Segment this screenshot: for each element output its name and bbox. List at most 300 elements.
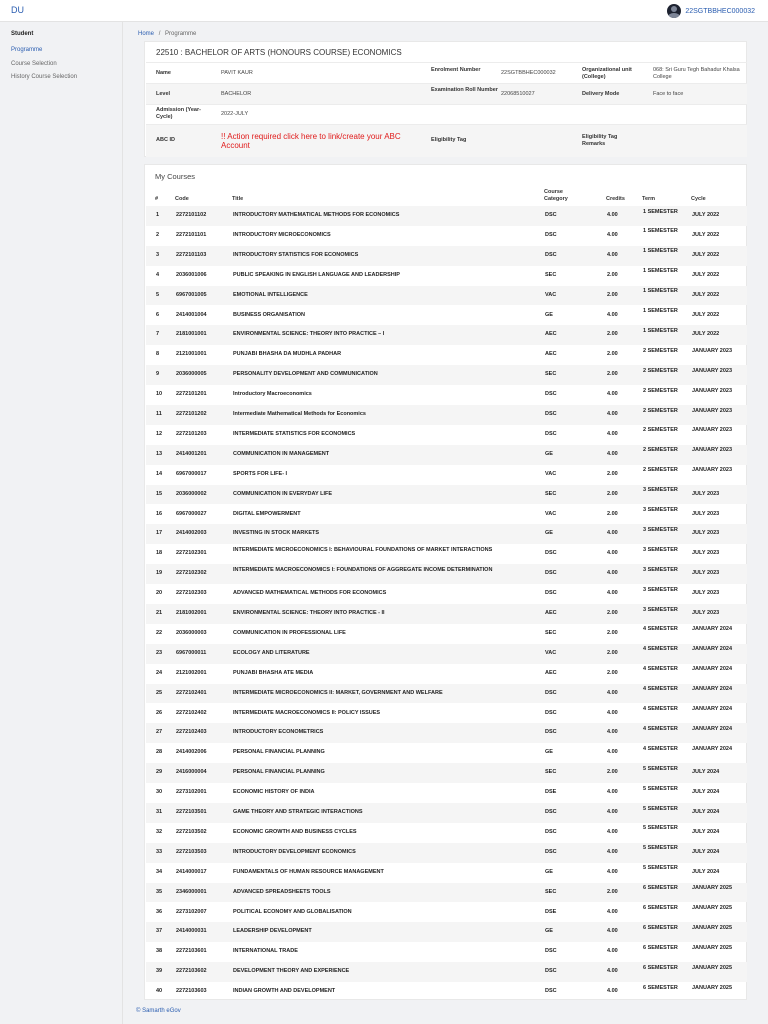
course-code: 2272103602: [176, 968, 207, 975]
course-title: SPORTS FOR LIFE- I: [233, 470, 288, 477]
table-row: [146, 903, 747, 923]
course-category: DSC: [545, 570, 557, 577]
course-num: 34: [156, 868, 163, 875]
my-courses-card: [144, 164, 747, 1000]
course-term: 4 SEMESTER: [643, 666, 678, 673]
brand-logo[interactable]: DU: [11, 5, 24, 15]
course-credits: 4.00: [607, 311, 618, 318]
my-courses-title: My Courses: [155, 172, 196, 181]
course-category: GE: [545, 749, 553, 756]
course-title: INTERMEDIATE MICROECONOMICS I: BEHAVIOURAL FOUNDATIONS OF MARKET INTERACTIONS: [233, 546, 493, 553]
table-row: [146, 485, 747, 505]
course-cycle: JULY 2022: [692, 212, 720, 218]
breadcrumb-home[interactable]: Home: [138, 31, 155, 37]
course-num: 32: [156, 828, 163, 835]
course-category: GE: [545, 530, 553, 537]
col-header-term: Term: [642, 196, 656, 202]
table-row: [146, 723, 747, 743]
course-term: 4 SEMESTER: [643, 626, 678, 633]
course-category: VAC: [545, 510, 557, 517]
course-title: ADVANCED MATHEMATICAL METHODS FOR ECONOMICS: [233, 590, 387, 597]
course-category: DSC: [545, 729, 557, 736]
course-term: 5 SEMESTER: [643, 845, 678, 852]
course-category: VAC: [545, 291, 557, 298]
course-category: AEC: [545, 610, 557, 616]
course-credits: 4.00: [607, 968, 618, 975]
table-row: [146, 544, 747, 564]
course-code: 2036000005: [176, 371, 207, 378]
course-cycle: JULY 2022: [692, 271, 720, 278]
course-cycle: JULY 2023: [692, 590, 720, 597]
course-code: 2414001004: [176, 311, 207, 318]
table-row: [146, 345, 747, 365]
course-credits: 4.00: [607, 430, 618, 437]
course-term: 1 SEMESTER: [643, 327, 678, 334]
course-title: POLITICAL ECONOMY AND GLOBALISATION: [233, 908, 352, 915]
course-cycle: JANUARY 2023: [692, 427, 733, 434]
abc-account-link[interactable]: !! Action required click here to link/create your ABC Account: [221, 132, 401, 150]
top-bar: [0, 0, 768, 22]
course-credits: 4.00: [607, 749, 618, 756]
table-row: [146, 922, 747, 942]
course-code: 2346000001: [176, 888, 207, 895]
breadcrumb-current: Programme: [165, 31, 197, 37]
user-avatar-icon: [667, 4, 681, 18]
course-code: 2181001001: [176, 331, 207, 338]
course-title: INTRODUCTORY DEVELOPMENT ECONOMICS: [233, 848, 356, 855]
course-term: 4 SEMESTER: [643, 706, 678, 712]
course-code: 2181002001: [176, 610, 207, 616]
course-num: 7: [156, 331, 160, 338]
name-value: PAVIT KAUR: [221, 70, 253, 76]
course-category: DSC: [545, 231, 557, 238]
course-cycle: JANUARY 2024: [692, 745, 733, 752]
enrolment-label: Enrolment Number: [431, 67, 481, 73]
breadcrumb: [138, 31, 196, 37]
course-code: 2414000031: [176, 928, 207, 935]
table-row: [146, 982, 747, 1002]
course-term: 2 SEMESTER: [643, 447, 678, 454]
course-category: DSC: [545, 809, 557, 815]
course-code: 2272103503: [176, 848, 207, 855]
course-title: ENVIRONMENTAL SCIENCE: THEORY INTO PRACTICE – I: [233, 331, 385, 338]
course-term: 5 SEMESTER: [643, 785, 678, 792]
course-category: DSC: [545, 848, 557, 855]
course-num: 23: [156, 649, 163, 656]
course-num: 38: [156, 948, 163, 955]
course-credits: 4.00: [607, 212, 618, 218]
course-cycle: JANUARY 2024: [692, 686, 733, 693]
info-row-abc: [146, 124, 747, 157]
course-cycle: JANUARY 2023: [692, 447, 733, 454]
course-code: 2414002006: [176, 749, 207, 756]
course-cycle: JULY 2022: [692, 231, 720, 238]
course-num: 8: [156, 351, 160, 358]
table-row: [146, 365, 747, 385]
course-credits: 2.00: [607, 629, 618, 636]
course-credits: 4.00: [607, 530, 618, 537]
table-row: [146, 266, 747, 286]
footer-copyright[interactable]: © Samarth eGov: [136, 1008, 181, 1014]
course-credits: 4.00: [607, 590, 618, 597]
table-row: [146, 743, 747, 763]
course-cycle: JULY 2022: [692, 311, 720, 318]
table-row: [146, 405, 747, 425]
table-row: [146, 823, 747, 843]
course-code: 2272102302: [176, 570, 207, 577]
course-term: 1 SEMESTER: [643, 228, 678, 235]
table-row: [146, 524, 747, 544]
course-credits: 2.00: [607, 649, 618, 656]
table-row: [146, 883, 747, 903]
admission-value: 2022-JULY: [221, 111, 249, 117]
course-credits: 4.00: [607, 450, 618, 457]
course-credits: 2.00: [607, 610, 618, 616]
course-term: 4 SEMESTER: [643, 725, 678, 732]
course-num: 35: [156, 888, 163, 895]
col-header-cycle: Cycle: [691, 196, 706, 202]
course-credits: 2.00: [607, 888, 618, 895]
table-row: [146, 206, 747, 226]
course-term: 6 SEMESTER: [643, 944, 678, 951]
course-cycle: JANUARY 2025: [692, 905, 733, 911]
course-code: 2272102403: [176, 729, 207, 736]
course-term: 2 SEMESTER: [643, 387, 678, 394]
course-credits: 2.00: [607, 291, 618, 298]
course-num: 22: [156, 629, 163, 636]
course-num: 25: [156, 689, 163, 696]
course-code: 6967001005: [176, 291, 207, 298]
course-code: 6967000011: [176, 649, 207, 656]
table-row: [146, 803, 747, 823]
course-category: SEC: [545, 371, 557, 378]
course-num: 3: [156, 251, 160, 258]
course-code: 2272102401: [176, 689, 207, 696]
course-title: LEADERSHIP DEVELOPMENT: [233, 928, 312, 935]
course-cycle: JULY 2023: [692, 550, 720, 557]
course-credits: 4.00: [607, 928, 618, 935]
course-credits: 4.00: [607, 828, 618, 835]
course-term: 6 SEMESTER: [643, 905, 678, 911]
course-cycle: JULY 2022: [692, 331, 720, 338]
course-title: Intermediate Mathematical Methods for Economics: [233, 411, 366, 417]
course-cycle: JANUARY 2024: [692, 706, 733, 712]
course-cycle: JANUARY 2025: [692, 885, 733, 892]
course-title: INTERMEDIATE MACROECONOMICS II: POLICY ISSUES: [233, 709, 381, 716]
course-term: 4 SEMESTER: [643, 646, 678, 653]
course-code: 2272103603: [176, 988, 207, 995]
course-code: 2273102001: [176, 789, 207, 796]
course-title: PUBLIC SPEAKING IN ENGLISH LANGUAGE AND LEADERSHIP: [233, 271, 400, 278]
course-credits: 4.00: [607, 231, 618, 238]
course-credits: 2.00: [607, 331, 618, 338]
info-row-name: [146, 62, 747, 83]
course-credits: 4.00: [607, 789, 618, 796]
table-row: [146, 505, 747, 525]
course-code: 2272101101: [176, 231, 207, 238]
course-category: SEC: [545, 490, 557, 497]
course-code: 2272102301: [176, 550, 207, 557]
table-row: [146, 684, 747, 704]
course-credits: 2.00: [607, 769, 618, 776]
table-row: [146, 624, 747, 644]
table-row: [146, 226, 747, 246]
table-row: [146, 962, 747, 982]
course-cycle: JULY 2023: [692, 570, 720, 577]
course-credits: 4.00: [607, 689, 618, 696]
course-title: ECONOMIC HISTORY OF INDIA: [233, 789, 315, 796]
course-cycle: JULY 2024: [692, 868, 720, 875]
course-category: DSC: [545, 709, 557, 716]
course-category: DSE: [545, 789, 557, 796]
course-num: 13: [156, 450, 163, 457]
course-term: 3 SEMESTER: [643, 586, 678, 593]
course-credits: 4.00: [607, 729, 618, 736]
course-cycle: JANUARY 2024: [692, 725, 733, 732]
course-num: 40: [156, 988, 163, 995]
course-term: 5 SEMESTER: [643, 825, 678, 832]
course-term: 3 SEMESTER: [643, 566, 678, 573]
table-row: [146, 942, 747, 962]
course-category: DSC: [545, 988, 557, 995]
table-row: [146, 863, 747, 883]
table-row: [146, 465, 747, 485]
course-term: 1 SEMESTER: [643, 308, 678, 314]
course-cycle: JANUARY 2024: [692, 666, 733, 673]
course-code: 2414001201: [176, 450, 207, 457]
course-category: GE: [545, 311, 553, 318]
admission-label: Admission (Year-Cycle): [156, 107, 201, 120]
course-credits: 4.00: [607, 848, 618, 855]
enrolment-value: 22SGTBBHEC000032: [501, 70, 556, 76]
course-title: PERSONALITY DEVELOPMENT AND COMMUNICATION: [233, 371, 378, 378]
table-row: [146, 763, 747, 783]
course-cycle: JANUARY 2023: [692, 407, 733, 414]
course-num: 24: [156, 669, 163, 676]
col-header-code: Code: [175, 196, 189, 202]
course-category: SEC: [545, 271, 557, 278]
course-code: 2121001001: [176, 351, 207, 358]
course-title: INTERMEDIATE MACROECONOMICS I: FOUNDATIONS OF AGGREGATE INCOME DETERMINATION: [233, 566, 493, 573]
course-cycle: JULY 2022: [692, 251, 720, 258]
course-code: 2414000017: [176, 868, 207, 875]
course-cycle: JULY 2024: [692, 809, 720, 815]
course-credits: 4.00: [607, 570, 618, 577]
table-row: [146, 843, 747, 863]
table-row: [146, 644, 747, 664]
course-term: 2 SEMESTER: [643, 367, 678, 374]
course-num: 20: [156, 590, 163, 597]
col-header-title: Title: [232, 196, 244, 202]
course-cycle: JANUARY 2023: [692, 367, 733, 374]
course-num: 4: [156, 271, 160, 278]
breadcrumb-separator: /: [158, 31, 161, 37]
course-title: INTRODUCTORY MATHEMATICAL METHODS FOR ECONOMICS: [233, 212, 400, 218]
course-term: 6 SEMESTER: [643, 885, 678, 892]
course-code: 2272102402: [176, 709, 207, 716]
course-category: DSC: [545, 391, 557, 398]
course-num: 2: [156, 231, 160, 238]
course-num: 29: [156, 769, 163, 776]
eligibility-tag-label: Eligibility Tag: [431, 137, 467, 143]
course-term: 6 SEMESTER: [643, 924, 678, 931]
course-cycle: JULY 2023: [692, 510, 720, 517]
course-title: GAME THEORY AND STRATEGIC INTERACTIONS: [233, 809, 363, 815]
course-cycle: JULY 2024: [692, 789, 720, 796]
table-row: [146, 604, 747, 624]
info-row-level: [146, 83, 747, 104]
org-value: 068: Sri Guru Tegh Bahadur Khalsa College: [653, 67, 740, 80]
course-title: INTRODUCTORY MICROECONOMICS: [233, 231, 331, 238]
course-title: PUNJABI BHASHA ATE MEDIA: [233, 669, 314, 676]
course-num: 26: [156, 709, 163, 716]
table-row: [146, 664, 747, 684]
course-credits: 4.00: [607, 251, 618, 258]
course-category: GE: [545, 928, 553, 935]
course-term: 5 SEMESTER: [643, 805, 678, 812]
course-credits: 4.00: [607, 550, 618, 557]
course-term: 6 SEMESTER: [643, 964, 678, 971]
course-term: 3 SEMESTER: [643, 487, 678, 494]
course-title: INTERNATIONAL TRADE: [233, 948, 298, 955]
course-cycle: JANUARY 2023: [692, 467, 733, 474]
course-title: PERSONAL FINANCIAL PLANNING: [233, 769, 325, 776]
eligibility-remarks-label: Eligibility Tag Remarks: [582, 134, 618, 147]
course-category: DSC: [545, 251, 557, 258]
course-code: 2036000002: [176, 490, 207, 497]
course-category: SEC: [545, 888, 557, 895]
course-cycle: JANUARY 2023: [692, 347, 733, 354]
course-credits: 4.00: [607, 948, 618, 955]
delivery-value: Face to face: [653, 91, 684, 97]
name-label: Name: [156, 70, 171, 76]
delivery-label: Delivery Mode: [582, 91, 620, 97]
course-category: GE: [545, 450, 553, 457]
sidebar-item-programme[interactable]: Programme: [11, 47, 43, 53]
sidebar-heading: Student: [11, 31, 34, 37]
course-code: 6967000027: [176, 510, 207, 517]
course-title: BUSINESS ORGANISATION: [233, 311, 306, 318]
course-num: 33: [156, 848, 163, 855]
course-term: 1 SEMESTER: [643, 288, 678, 295]
course-credits: 4.00: [607, 391, 618, 398]
course-title: ECONOMIC GROWTH AND BUSINESS CYCLES: [233, 828, 357, 835]
course-code: 2272103601: [176, 948, 207, 955]
course-code: 2414002003: [176, 530, 207, 537]
course-cycle: JULY 2022: [692, 291, 720, 298]
course-title: ADVANCED SPREADSHEETS TOOLS: [233, 888, 331, 895]
table-row: [146, 385, 747, 405]
course-cycle: JULY 2023: [692, 610, 720, 616]
course-term: 1 SEMESTER: [643, 248, 678, 255]
course-num: 28: [156, 749, 163, 756]
course-num: 31: [156, 809, 163, 815]
course-title: DEVELOPMENT THEORY AND EXPERIENCE: [233, 968, 350, 975]
course-code: 2272101202: [176, 411, 207, 417]
course-title: COMMUNICATION IN PROFESSIONAL LIFE: [233, 629, 346, 636]
table-row: [146, 306, 747, 326]
course-cycle: JANUARY 2025: [692, 944, 733, 951]
course-num: 12: [156, 430, 163, 437]
course-num: 5: [156, 291, 160, 298]
course-num: 18: [156, 550, 163, 557]
course-num: 10: [156, 391, 163, 398]
course-num: 30: [156, 789, 163, 796]
table-row: [146, 286, 747, 306]
course-cycle: JANUARY 2024: [692, 626, 733, 633]
course-title: ENVIRONMENTAL SCIENCE: THEORY INTO PRACTICE - II: [233, 610, 385, 616]
user-id[interactable]: 22SGTBBHEC000032: [685, 7, 755, 15]
course-num: 16: [156, 510, 163, 517]
course-credits: 2.00: [607, 470, 618, 477]
course-code: 2272103502: [176, 828, 207, 835]
org-label: Organizational unit (College): [582, 67, 632, 80]
course-term: 3 SEMESTER: [643, 606, 678, 613]
level-value: BACHELOR: [221, 91, 252, 97]
course-term: 5 SEMESTER: [643, 765, 678, 772]
roll-label: Examination Roll Number: [431, 87, 498, 93]
course-title: EMOTIONAL INTELLIGENCE: [233, 291, 308, 298]
course-title: PUNJABI BHASHA DA MUDHLA PADHAR: [233, 351, 342, 358]
course-code: 2272101203: [176, 430, 207, 437]
course-category: AEC: [545, 669, 557, 676]
course-category: DSC: [545, 968, 557, 975]
course-credits: 2.00: [607, 669, 618, 676]
course-credits: 4.00: [607, 709, 618, 716]
course-num: 19: [156, 570, 163, 577]
sidebar-item-history-course-selection[interactable]: History Course Selection: [11, 74, 78, 80]
course-title: ECOLOGY AND LITERATURE: [233, 649, 310, 656]
course-term: 4 SEMESTER: [643, 745, 678, 752]
course-title: Introductory Macroeconomics: [233, 391, 312, 398]
course-num: 36: [156, 908, 163, 915]
course-num: 37: [156, 928, 163, 935]
course-category: VAC: [545, 470, 557, 477]
course-category: DSC: [545, 430, 557, 437]
course-num: 6: [156, 311, 160, 318]
course-term: 3 SEMESTER: [643, 526, 678, 533]
course-num: 9: [156, 371, 160, 378]
course-credits: 2.00: [607, 351, 618, 358]
course-title: INTERMEDIATE STATISTICS FOR ECONOMICS: [233, 430, 356, 437]
course-num: 21: [156, 610, 163, 616]
course-cycle: JANUARY 2025: [692, 924, 733, 931]
sidebar-item-course-selection[interactable]: Course Selection: [11, 61, 57, 67]
course-code: 2273102007: [176, 908, 207, 915]
course-num: 1: [156, 212, 160, 218]
course-category: SEC: [545, 629, 557, 636]
course-title: COMMUNICATION IN MANAGEMENT: [233, 450, 330, 457]
info-row-admission: [146, 104, 747, 124]
course-cycle: JULY 2024: [692, 769, 720, 776]
user-menu[interactable]: [667, 4, 755, 18]
col-header-category: Course Category: [544, 189, 568, 202]
course-code: 6967000017: [176, 470, 207, 477]
course-credits: 2.00: [607, 490, 618, 497]
table-row: [146, 425, 747, 445]
course-category: DSC: [545, 212, 557, 218]
course-num: 17: [156, 530, 163, 537]
course-term: 2 SEMESTER: [643, 407, 678, 414]
course-code: 2416000004: [176, 769, 207, 776]
course-cycle: JANUARY 2025: [692, 964, 733, 971]
course-category: DSC: [545, 411, 557, 417]
course-code: 2272103501: [176, 809, 207, 815]
course-cycle: JULY 2023: [692, 530, 720, 537]
course-title: PERSONAL FINANCIAL PLANNING: [233, 749, 325, 756]
table-row: [146, 783, 747, 803]
course-code: 2121002001: [176, 669, 207, 676]
